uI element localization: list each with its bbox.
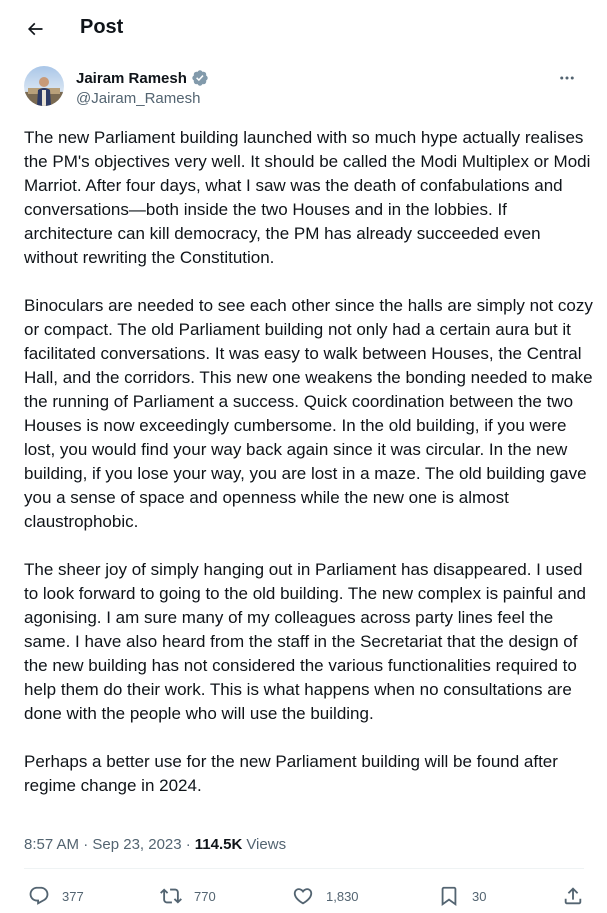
- author-row: [24, 66, 584, 110]
- reply-count: 377: [62, 888, 84, 904]
- avatar-image: [24, 66, 64, 106]
- views-label: Views: [246, 836, 287, 853]
- display-name[interactable]: Jairam Ramesh: [76, 69, 187, 87]
- author-handle[interactable]: @Jairam_Ramesh: [76, 90, 201, 107]
- top-bar: [0, 0, 607, 58]
- repost-button[interactable]: [160, 881, 216, 911]
- share-button[interactable]: [562, 881, 584, 911]
- verified-badge-icon[interactable]: [191, 69, 209, 87]
- post-paragraph: Perhaps a better use for the new Parliament building will be found after regime change in 2024.: [24, 752, 558, 795]
- post-timestamp[interactable]: 8:57 AM · Sep 23, 2023 ·: [24, 836, 191, 853]
- like-count: 1,830: [326, 888, 359, 904]
- post-paragraph: Binoculars are needed to see each other since the halls are simply not cozy or compact. The old Parliament building not only had a certain aura but it facilitated conversations. It was easy to walk between Houses, the Central Hall, and the corridors. This new one weakens the bonding needed to make the running of Parliament a success. Quick coordination between the two Houses is now exceedingly cumbersome. In the old building, if you were lost, you would find your way back again since it was circular. In the new building, if you lose your way, you are lost in a maze. The old building gave you a sense of space and openness while the new one is almost claustrophobic.: [24, 296, 593, 531]
- repost-icon: [160, 885, 182, 907]
- bookmark-count: 30: [472, 888, 487, 904]
- display-name-row: [76, 68, 209, 88]
- post-meta: [24, 836, 286, 853]
- repost-count: 770: [194, 888, 216, 904]
- avatar[interactable]: [24, 66, 64, 106]
- more-dots-icon: [558, 69, 576, 87]
- heart-icon: [292, 885, 314, 907]
- action-bar: [24, 881, 588, 911]
- page-title: Post: [80, 16, 124, 38]
- views-count[interactable]: 114.5K: [194, 836, 243, 853]
- post-paragraph: The sheer joy of simply hanging out in Parliament has disappeared. I used to look forward to going to the old building. The new complex is painful and agonising. I am sure many of my colleagues across party lines feel the same. I have also heard from the staff in the Secretariat that the design of the new building has not considered the various functionalities required to help them do their work. This is what happens when no consultations are done with the people who will use the building.: [24, 560, 586, 723]
- like-button[interactable]: [292, 881, 359, 911]
- more-options-button[interactable]: [550, 66, 584, 90]
- reply-button[interactable]: [28, 881, 84, 911]
- arrow-left-icon: [25, 19, 45, 39]
- back-button[interactable]: [20, 14, 50, 44]
- divider: [24, 868, 584, 869]
- author-names: [76, 68, 209, 107]
- post-text: [24, 126, 594, 798]
- bookmark-icon: [438, 885, 460, 907]
- post-paragraph: The new Parliament building launched with so much hype actually realises the PM's objectives very well. It should be called the Modi Multiplex or Modi Marriot. After four days, what I saw was the death of confabulations and conversations—both inside the two Houses and in the lobbies. If architecture can kill democracy, the PM has already succeeded even without rewriting the Constitution.: [24, 128, 591, 267]
- bookmark-button[interactable]: [438, 881, 486, 911]
- share-icon: [562, 885, 584, 907]
- reply-icon: [28, 885, 50, 907]
